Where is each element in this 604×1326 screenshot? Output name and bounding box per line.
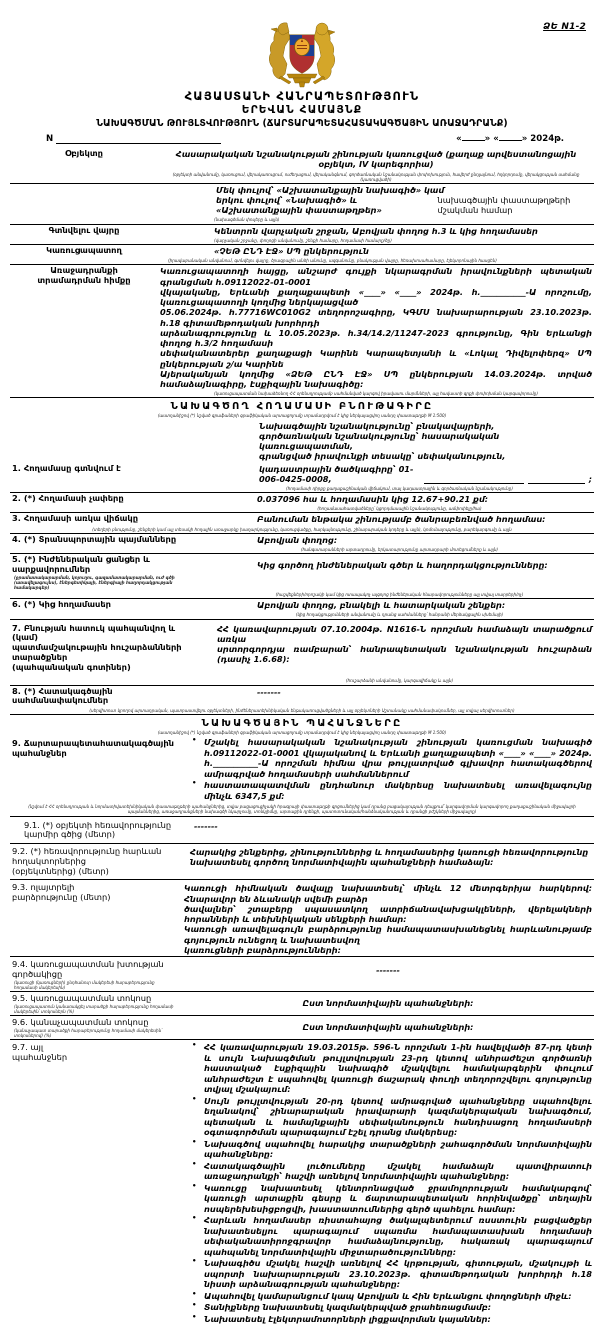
- item-7-row: [10, 619, 594, 673]
- item-4-row: [10, 533, 594, 546]
- section-b-table: [10, 736, 594, 1326]
- object-value: Հասարակական նշանակության շինության կառուցված (քաղաք արվեստանոցային օբյեկտ, IV կարեգորիա): [175, 149, 577, 170]
- item-9-4-label: կառուցապատման խտության գործակիցը: [12, 959, 164, 980]
- item-9-caption-row: [10, 803, 594, 816]
- item-9-4-num: 9.4.: [12, 959, 28, 970]
- item-9-3-value-line-2: Կառուցի առավելագույն բարձրությունը համապատասխանեցնել հարևանությամբ գոյություն ունեցող և նախատեսվող: [184, 924, 592, 945]
- item-9-5-row: [10, 992, 594, 1016]
- item-9-4-value: -------: [182, 957, 594, 992]
- item-4-num: 4. (*): [12, 533, 36, 544]
- table-row-builder: [10, 244, 594, 257]
- item-9-7-label-line1: այլ: [30, 1042, 44, 1053]
- item-9-7-bullet-1: • Սույն թույլտվության 20-րդ կետով ամրագրված պահանջները սպահովելու եղանակով՝ շինարարական իրավարարի կազմակերպական նախագծում, պետական և համայնքային սեփականություն հանդիսացող հողամասերի օգտագործման պարագայում էշել դրանց մակերեսը:: [198, 1096, 592, 1138]
- date-day-blank[interactable]: [462, 132, 485, 141]
- item-9-label-line2: պահանջներ: [12, 748, 67, 759]
- item-9-row: [10, 736, 594, 803]
- section-a-title: ՆԱԽԱԳԾՈՂ ՀՈՂԱՄԱՍԻ ԲՆՈՒԹԱԳԻՐԸ: [170, 401, 434, 413]
- item-9-5-label: կառուցապատման տոկոսը: [30, 993, 152, 1004]
- item-4-caption: (հանգստարանների արտադրումը, երկատարությունը արտադրարի մոտեցումները և այլն): [205, 546, 594, 554]
- item-9-7-bullet-4: • Կառուցը նախատեսել կենտրոնացված ջրամոլորության համակարգով՝ կառուցի արտաքին գեսրը և ճարտարապետական հորինվածքը՝ տեղային ոսպերեխեսիցբոցվի, խաստատումներից գերծ պահելու համար:: [198, 1183, 592, 1215]
- item-1-semicolon: ;: [588, 473, 592, 484]
- section-b-caption: (աստղանիշով (*) նշված գրաֆաների գրաֆիկական արտացոլումը տրամադրվում է կից ներկայացվող սանդղ փաստաթղթի M 1:500): [157, 730, 447, 736]
- item-3-label: Հողամասի առկա վիճակը: [23, 513, 139, 524]
- basis-label-line1: Առաջադրանքի: [50, 265, 118, 276]
- table-row-object-caption: [10, 171, 594, 184]
- item-9-3-label-line1: ոլայտրելի: [30, 882, 75, 893]
- item-2-num: 2. (*): [12, 493, 36, 504]
- item-9-1-num: 9.1. (*): [24, 819, 54, 830]
- item-9-6-caption: (կանաչապատ տարածքի հարաբերությունը հողամասի մակերեսին՝ տոկոսներով) (%): [14, 1027, 163, 1038]
- item-9-3-row: [10, 880, 594, 957]
- item-9-3-value-line-0: Կառուցի հիմնական ծավալը նախատեսել՝ մինչև 12 մետրգերիյա հարկերով: Հնարավոր են ձևանակի սվեմի բարձր: [184, 883, 592, 904]
- item-9-7-bullet-5: • Հարևան հողամասեր ռիստահայոց ծակալպետերում ռսստուին բացվածքեր նախատեսելյու պարագայում սպառմա համապատասխան հողամասի սեփականատիրոջգրավոր համաձայնությունը, հակառակ պարագայում պահպանել նորմատիվային միջտարածությունները:: [198, 1215, 592, 1257]
- item-9-6-num: 9.6.: [12, 1017, 28, 1028]
- basis-line-2: 05.06.2024թ. h.77716WC010G2 տեղորոշագիրը, ԿԳՄՍ նախարարության 23.10.2023թ. h.18 գիտամեթոդական խորհրդի: [160, 307, 592, 328]
- date-month-blank[interactable]: [499, 132, 522, 141]
- item-3-caption: (տեղերի բնությունը, շենքերի կամ այլ տեսակի հողային առաջարկը խաղարկությունը, կառուցվածքը, հարկայնությունը, շինարարական կոդերը և այլն), կոմունալությունը, բարեկարգումը և այլն: [10, 526, 594, 534]
- table-row-builder-caption: [10, 257, 594, 265]
- intro-line-2: գրանցված իրավունքի տեսակը՝ սեփականություն,: [259, 451, 506, 462]
- item-9-6-value: Ըստ նորմատիվային պահանջների:: [182, 1016, 594, 1040]
- section-a-table: [10, 420, 594, 716]
- item-5-caption-center: (հաշվեքների/որոշակի կամ կից ոտապակոչ ալգոյոց ինժեներական հնարավորությունները այլ տվյալ տարրերի/ոչ): [205, 591, 594, 599]
- intro-line-3: կադաստրային ծածկագիրը՝ 01-006-0425-0008,: [259, 463, 414, 484]
- item-9-7-bullet-2: • Նախագծով սպահովել հարակից տարածքների շահագործման նորմատիվային պահանջները:: [198, 1139, 592, 1160]
- item-4-value: Աբովյան փողոց:: [257, 534, 338, 545]
- item-2-caption-row: [10, 505, 594, 513]
- intro-line-0: Նախագծային նշանակությունը՝ բնակավայրերի,: [259, 420, 495, 431]
- armenia-coat-of-arms-icon: [265, 16, 339, 88]
- item-9-7-bullets: [184, 1042, 592, 1324]
- location-label: Գտնվելու վայրը: [48, 224, 120, 235]
- item-7-label-line1: Բնության հատուկ պահպանվող և (կամ): [12, 622, 176, 643]
- item-9-7-bullet-8: • Տանիքները նախատեսել կազմակերպված ջրահեռացմամբ:: [198, 1302, 592, 1313]
- item-4-label: Տրանսպորտային պայմանները: [38, 533, 177, 544]
- item-3-num: 3.: [12, 513, 21, 524]
- item-5-caption2-row: [10, 591, 594, 599]
- basis-line-0: Կառուցապատողի հայցը, անշարժ գույքի նկարագրման իրավունքների պետական գրանցման h.09112022-01-0001: [160, 266, 592, 287]
- basis-line-1: վկայականը, Երևանի քաղաքապետի «____» «____» 2024թ. h.___________-Ա որոշումը, կառուցապատողի կողմից ներկայացված: [160, 286, 592, 308]
- item-9-3-label-line2: բարձրությունը (մետր): [12, 892, 111, 903]
- item-7-num: 7.: [12, 622, 21, 633]
- item-5-num: 5. (*): [12, 554, 36, 565]
- item-9-5-num: 9.5.: [12, 993, 28, 1004]
- number-label: N: [46, 134, 54, 144]
- builder-caption: (իրավաբանական անվանում, գտնվելու վայրը, ծրագրային անձի անունը, ազգանունը, բնակության վայրը, հեռախոսահամարը, էլեկտրոնային հասցեն): [158, 257, 594, 265]
- section-a-intro: [10, 420, 594, 463]
- item-9-6-row: [10, 1016, 594, 1040]
- item-1-num: 1.: [12, 462, 21, 473]
- item-2-label: Հողամասի չափերը: [38, 493, 124, 504]
- item-9-2-label-line1: հեռավորությունը հարևան հողակտորներից: [12, 846, 162, 866]
- number-blank[interactable]: [56, 134, 221, 144]
- item-9-3-value-line-1: ծավալներ՝ շտաբերը սպասատկող ատրիճանավախցակլեների, վերելակների հորանների և տեխնիկական սենքերի համար:: [184, 903, 592, 925]
- item-1-blank-1[interactable]: [424, 475, 524, 484]
- date-open-quote: «: [456, 134, 462, 144]
- date-group: [456, 132, 564, 144]
- item-2-caption: (հողամասահատվածները՝ կցորդմասային նշանակությունը, ամփոփելը/հա): [205, 505, 594, 513]
- municipality-title: ԵՐԵՎԱՆ ՀԱՄԱՅՆՔ: [241, 104, 363, 116]
- permit-title: ՆԱԽԱԳԾՄԱՆ ԹՈՒՅԼՏՎՈՒԹՅՈՒՆ (ՃԱՐՏԱՐԱՊԵՏԱՀԱՏԱԿԱԳԾԱՅԻՆ ԱՌԱՋԱԴՐԱՆՔ): [96, 118, 508, 129]
- item-8-value: -------: [257, 686, 281, 697]
- table-row-basis-caption: [10, 390, 594, 398]
- item-9-num: 9.: [12, 738, 21, 749]
- section-a-caption: (աստղանիշով (*) նշված գրաֆաների գրաֆիկական արտացոլումը տրամադրվում է կից ներկայացվող սանդղ փաստաթղթի M 1:500): [157, 413, 447, 419]
- item-9-7-bullet-0: • ՀՀ կառավարության 19.03.2015թ. 596-Ն որոշման 1-ին հավելվածի 87-րդ կետի և սույն Նախագծման թույլտվության 23-րդ կետով անհրաժեշտ գործառնի հաստակած էսքիզային նախագիծ մշակվելու համակարգերին փուլում անհրաժեշտ է սպահովել կառուցի ճաշարակ փուղի տեղորոշվելու գոյությունը տվյալ մշակայում:: [198, 1042, 592, 1095]
- item-7-value-line2: սրտորգորդյա ռամբարան՝ հանրապետական նշանակության հուշարձան (դասիչ 1.6.68):: [217, 644, 592, 665]
- object-label: Օբյեկտը: [65, 148, 103, 158]
- item-9-1-row: [10, 816, 594, 844]
- item-9-2-num: 9.2. (*): [12, 846, 42, 857]
- emblem-container: [10, 16, 594, 88]
- object-stage-line2: երկու փուլով՝ «Նախագիծ» և «Աշխատանքային փաստաթղթեր»: [216, 194, 382, 216]
- item-5-value: Կից գործող ինժեներական գծեր և հաղորդակցությունները:: [257, 560, 548, 571]
- main-info-table: [10, 148, 594, 398]
- item-3-caption-row: [10, 526, 594, 534]
- item-2-value: 0.037096 հա և հողամասին կից 12.67+90.21 քմ:: [257, 494, 489, 505]
- item-9-7-bullet-7: • Ապահովել կամարանցում կապ Աբովյան և Հին Երևանցու փողոցների միջև:: [198, 1291, 592, 1302]
- item-6-num: 6. (*): [12, 599, 36, 610]
- item-9-7-label-line2: պահանջներ: [12, 1051, 68, 1062]
- basis-line-3: արձանագրությունը և 10.05.2023թ. h.34/14.2/11247-2023 գրությունը, Գին Երևանցի փողոց h.3/2 հողամասի: [160, 327, 592, 349]
- date-mid-quote: » «: [484, 134, 499, 144]
- location-value: Կենտրոն վարչական շրջան, Աբովյան փողոց h.3 և կից հողամասեր: [214, 225, 538, 236]
- item-9-2-label-line2: (օբյեկտներից) (մետր): [12, 865, 109, 876]
- item-1-caption-row: [10, 485, 594, 493]
- basis-line-4: սեփականատերեր քաղաքացի Կարինե Կարապետյանի և «Լոկալ Դիվելոփերզ» ՍՊ ընկերության շ/ա Կարինե: [160, 348, 592, 369]
- item-9-4-caption: (կառուցի (կառուցների) ընդհանուր մակերեսի հարաբերությունը հողամասի մակերեսին): [14, 979, 155, 990]
- item-6-caption: (կից հողակցությունների անվանումը և դրանց սահմանները՝ հանրանի մերձակցային սխեմայի): [205, 611, 594, 619]
- table-row-object: [10, 148, 594, 171]
- item-9-7-bullet-6: • Նախագիծս մշակել հաշվի առնելով ՀՀ կրթության, գիտության, մշակույթի և սպորտի նախարարության 23.10.2023թ. գիտամեթոդական խորհրդի h.18 նիստի արձանագրության պահանջները:: [198, 1258, 592, 1290]
- object-caption: (օբյեկտի անվանումը, կառուցում, վերակառուցում, ուժեղացում, վերականգնում, գործառնական նշանակության փոփոխություն, հավերժ ընդլայնում, հղկորդումը, վերակցության սահմանը (կառուցվածի): [158, 171, 594, 184]
- basis-line-5: Այերականյան կողմից «ՁԵԹ ԸՆԴ ԷՋ» ՍՊ ընկերության 14.03.2024թ. տրված համաձայնագիրը, էսքիզային նախագիծը:: [160, 368, 592, 390]
- builder-label: Կառուցապատող: [46, 244, 122, 255]
- item-5-caption: (ջրամատակարարման, կոյուղու, գազամատակարարման, ուժ գծի (առավելագույնս), էներգետիկայի, էներգիայի հաղորդակցության համակարգեր): [14, 574, 175, 590]
- item-7-caption: (հուշարձանի անվանումը, կարգավիճակը և այլն): [205, 673, 594, 685]
- item-9-label-line1: Ճարտարապետահատակագծային: [23, 738, 175, 749]
- item-4-caption-row: [10, 546, 594, 554]
- item-6-value: Աբովյան փողոց, բնակելի և հատարկական շենքեր:: [257, 600, 506, 611]
- item-9-2-value-line1: Հարակից շենքերից, շինություններից և հողամասերից կառուցի հեռավորությունը: [190, 847, 589, 858]
- builder-value: «ՉԵԹ ԸՆԴ ԷՋ» ՍՊ ընկերություն: [214, 245, 369, 256]
- item-9-1-label: օբյեկտի հեռավորությունը կարմիր գծից (մետր): [24, 819, 172, 840]
- item-9-7-row: [10, 1040, 594, 1326]
- item-9-4-row: [10, 957, 594, 992]
- table-row-location-caption: [10, 237, 594, 245]
- item-5-row: [10, 554, 594, 591]
- item-3-value: Բանուման ենթակա շինությամբ ծանրաբեռնված հողամաս:: [257, 514, 546, 525]
- table-row-stage-caption: [10, 216, 594, 224]
- item-9-6-label: կանաչապատման տոկոսը: [30, 1017, 149, 1028]
- item-7-label-line3: (պահպանական գոտիներ): [12, 661, 131, 672]
- table-row-object-stage: [10, 183, 594, 216]
- item-3-row: [10, 513, 594, 526]
- intro-line-1: գործառնական նշանակությունը՝ հասարակական կառուցապատման,: [259, 430, 500, 452]
- document-code: ՁԵ N1-2: [543, 22, 586, 32]
- item-7-value-line1: ՀՀ կառավարության 07.10.2004թ. N1616-Ն որոշման համաձայն տարածքում առկա: [217, 623, 592, 644]
- item-9-5-value: Ըստ նորմատիվային պահանջների:: [182, 992, 594, 1016]
- section-b-title: ՆԱԽԱԳԾԱՅԻՆ ՊԱՀԱՆՋՆԵՐԸ: [201, 718, 403, 730]
- item-6-row: [10, 599, 594, 612]
- item-1-caption: (հողամասի դիրքը քաղաքաշինական վիճակում, տալ կադաստրային և գործառնական նշանակությունը): [205, 485, 594, 493]
- item-2-row: [10, 493, 594, 506]
- item-8-caption: (սերվիտուտ կրողով արտադրական, պատրաստվելու օբյեկտների, ինժեներատեխնիկական ենթակառուցվածքների և այլ օբյեկտների Աշտանակը սահմանափակումներ, այլ տվյալ սերվիտուտներ): [10, 707, 594, 715]
- item-9-7-bullet-9: • Նախատեսել էլեկտրամոտորների լիցքավորման կայաններ:: [198, 1314, 592, 1325]
- date-year: » 2024թ.: [521, 134, 564, 144]
- item-9-3-num: 9.3.: [12, 882, 28, 893]
- item-9-caption: (նշվում է ՀՀ օրենսդրության և նորմատիվատեխնիկական փաստաթղթերի պահանջներից, տվյա բացացուցիչակի հրագրայի փաստաթղթի գրցումներից կամ դրանց բացակայության դեպքում՝ կարգավորման կարգավորող քաղաքաշինական միջավայրի պայմաններից, առաջադրանքների նախագծի նկարչումը, տոնկլիմնը, արտաքին դրենքի, պատոտունական/հանձնականության և դրանցի բժշկների միջավայրը): [10, 803, 594, 816]
- object-stage-line1: Մեկ փուլով՝ «Աշխատանքային նախագիծ» կամ: [216, 184, 445, 195]
- table-row-location: [10, 224, 594, 237]
- item-9-bullet-0: • Մշակել հասարակական նշանակության շինության կառուցման նախագիծ h.09112022-01-0001 վկայականով և Երևանի քաղաքապետի «____» «____» 2024թ. h.___________-Ա որոշման հիմնա վրա թույլատրված գլխավոր հատակագծերով ամրագրված հողամասերի սահմաններում: [198, 737, 592, 779]
- item-6-label: Կից հողամասեր: [38, 599, 111, 610]
- item-1-label: Հողամասը գտնվում է: [23, 462, 121, 473]
- item-8-num: 8. (*): [12, 685, 36, 696]
- item-9-5-caption: (կառուցապատուն կանառակցել տարածքի հարաբերությունը հողամասի մակերեսին՝ տոկոսներն (%): [14, 1003, 174, 1014]
- table-row-basis: [10, 265, 594, 391]
- item-7-label-line2: պատմամշակութային հուշարձանների տարածքներ: [12, 642, 182, 662]
- item-9-1-value: -------: [182, 816, 594, 844]
- location-caption: (վարչական շրջանը, փողոցի անվանումը, շենքի համարը, հողամասի համարը/ծը): [158, 237, 594, 245]
- item-1-blank-2[interactable]: [528, 475, 585, 484]
- item-7-caption-row: [10, 673, 594, 685]
- country-title: ՀԱՅԱՍՏԱՆԻ ՀԱՆՐԱՊԵՏՈՒԹՅՈՒՆ: [184, 89, 420, 103]
- item-8-row: [10, 685, 594, 707]
- item-9-bullets: [184, 737, 592, 801]
- object-stage-caption: (նախագծման փուլերը և այլն): [158, 216, 594, 224]
- basis-label-line2: տրամադրման հիմքը: [37, 275, 131, 286]
- item-5-label: Ինժեներական ցանցեր և սարքավորումներ: [12, 554, 150, 574]
- item-9-7-num: 9.7.: [12, 1042, 28, 1053]
- item-1-row: [10, 463, 594, 486]
- number-and-date-line: [10, 132, 594, 144]
- item-9-3-value-line-3: կառուցների բարձրությունների:: [184, 944, 341, 955]
- item-9-2-row: [10, 844, 594, 880]
- item-6-caption-row: [10, 611, 594, 619]
- item-9-2-value-line2: նախատեսել գործող նորմատիվային պահանջների համաձայն:: [190, 857, 494, 868]
- object-stage-right: նախագծային փաստաթղթերի մշակման համար: [437, 194, 571, 216]
- item-8-label: Հատակագծային սահմանափակումներ: [12, 685, 113, 706]
- item-9-7-bullet-3: • Հատակագծային լուծումները մշակել համաձայն պատվիրատուի առաջադրանքի՝ հաշվի առնելով նորմատիվային պահանջները:: [198, 1161, 592, 1182]
- item-9-bullet-1: • հաստատապատվման ընդհանուր մակերեսը նախատեսել առավելագույնը մինչև 6347,5 քմ:: [198, 780, 592, 801]
- basis-caption: (կառուցապատման նախաձեռնող ՀՀ օրենսդրությամբ սահմանված կարգով իրավասու մարմնների, այլ հավաստի գրքի փոփոխման կարգավորումը): [158, 390, 594, 398]
- document-title-block: [10, 89, 594, 129]
- item-8-caption-row: [10, 707, 594, 715]
